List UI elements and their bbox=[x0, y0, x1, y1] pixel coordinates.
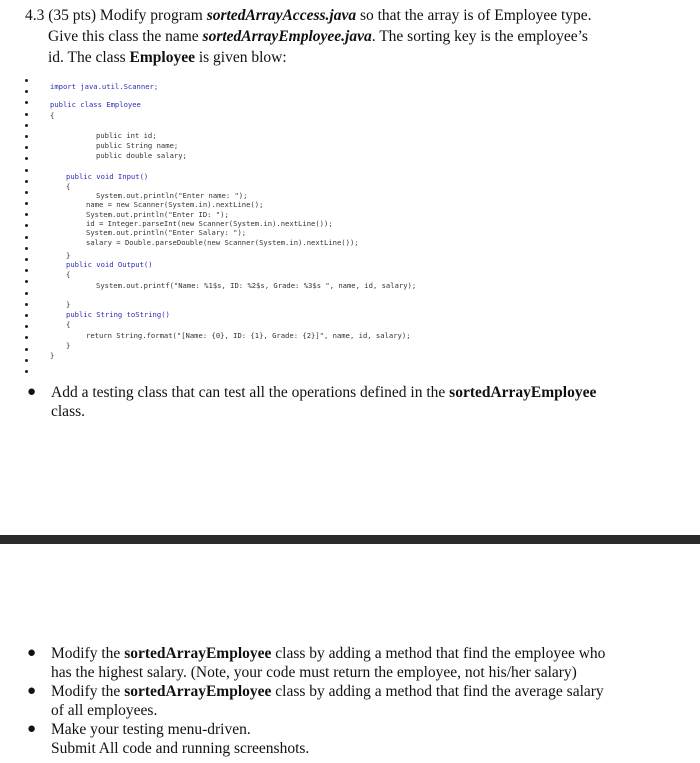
code-line: System.out.println("Enter Salary: "); bbox=[86, 228, 247, 237]
bullet-highest-salary bbox=[27, 644, 677, 682]
code-line: public int id; bbox=[96, 131, 157, 140]
text-segment: Add a testing class that can test all the operations defined in the bbox=[51, 384, 450, 401]
code-line: } bbox=[66, 341, 71, 350]
text-segment: Make your testing menu-driven. bbox=[51, 721, 251, 738]
code-line: name = new Scanner(System.in).nextLine(); bbox=[86, 200, 264, 209]
bullet-dot: ● bbox=[27, 645, 37, 661]
text-segment: id. The class bbox=[48, 49, 130, 66]
code-line: System.out.printf("Name: %1$s, ID: %2$s, Grade: %3$s ", name, id, salary); bbox=[96, 281, 417, 290]
code-block bbox=[0, 75, 700, 367]
bullet-dot: ● bbox=[27, 683, 37, 699]
class-name: sortedArrayEmployee bbox=[124, 645, 272, 662]
code-line: } bbox=[50, 351, 55, 360]
bullet-testing-class bbox=[27, 383, 677, 423]
text-segment: Give this class the name bbox=[48, 28, 203, 45]
code-line: { bbox=[66, 320, 71, 329]
text-segment: Submit All code and running screenshots. bbox=[51, 740, 310, 757]
code-line: } bbox=[66, 251, 71, 260]
text-segment: has the highest salary. (Note, your code must return the employee, not his/her salary) bbox=[51, 664, 577, 681]
filename-sortedArrayEmployee: sortedArrayEmployee.java bbox=[202, 28, 372, 45]
code-line: public void Output() bbox=[66, 260, 153, 269]
question-line-3 bbox=[25, 47, 685, 68]
filename-sortedArrayAccess: sortedArrayAccess.java bbox=[206, 7, 357, 24]
code-line: import java.util.Scanner; bbox=[50, 82, 159, 91]
class-name: sortedArrayEmployee bbox=[449, 384, 597, 401]
code-line: { bbox=[66, 182, 71, 191]
code-line: salary = Double.parseDouble(new Scanner(System.in).nextLine()); bbox=[86, 238, 359, 247]
code-line: System.out.println("Enter ID: "); bbox=[86, 210, 229, 219]
code-line: return String.format("[Name: {0}, ID: {1}, Grade: {2}]", name, id, salary); bbox=[86, 331, 411, 340]
bullet-text bbox=[51, 383, 651, 421]
code-line: public String name; bbox=[96, 141, 179, 150]
text-segment: Modify program bbox=[96, 7, 207, 24]
code-line: public double salary; bbox=[96, 151, 187, 160]
text-segment: Modify the bbox=[51, 683, 125, 700]
text-segment: so that the array is of Employee type. bbox=[356, 7, 592, 24]
question-number: 4.3 (35 pts) bbox=[25, 7, 97, 24]
code-line: id = Integer.parseInt(new Scanner(System.in).nextLine()); bbox=[86, 219, 333, 228]
code-line: } bbox=[66, 300, 71, 309]
code-line: { bbox=[66, 270, 71, 279]
text-segment: class. bbox=[51, 403, 86, 420]
question-line-1 bbox=[25, 5, 685, 26]
text-segment: class by adding a method that find the employee who bbox=[271, 645, 606, 662]
text-segment: is given blow: bbox=[194, 49, 287, 66]
bullet-dots bbox=[25, 79, 31, 381]
question-line-2 bbox=[25, 26, 685, 47]
bullet-menu-driven bbox=[27, 720, 677, 758]
text-segment: . The sorting key is the employee’s bbox=[371, 28, 588, 45]
text-segment: class by adding a method that find the average salary bbox=[271, 683, 604, 700]
class-name: sortedArrayEmployee bbox=[124, 683, 272, 700]
bullet-text bbox=[51, 644, 651, 682]
question-text bbox=[25, 5, 685, 68]
bullet-dot: ● bbox=[27, 721, 37, 737]
code-line: { bbox=[50, 111, 55, 120]
bullet-text bbox=[51, 682, 651, 720]
bullet-text bbox=[51, 720, 651, 758]
class-name-employee: Employee bbox=[129, 49, 195, 66]
code-line: public void Input() bbox=[66, 172, 149, 181]
bullet-dot: ● bbox=[27, 384, 37, 400]
divider-bar bbox=[0, 535, 700, 544]
code-line: System.out.println("Enter name: "); bbox=[96, 191, 248, 200]
text-segment: of all employees. bbox=[51, 702, 158, 719]
code-line: public String toString() bbox=[66, 310, 170, 319]
bullet-average-salary bbox=[27, 682, 677, 720]
text-segment: Modify the bbox=[51, 645, 125, 662]
code-line: public class Employee bbox=[50, 100, 141, 109]
